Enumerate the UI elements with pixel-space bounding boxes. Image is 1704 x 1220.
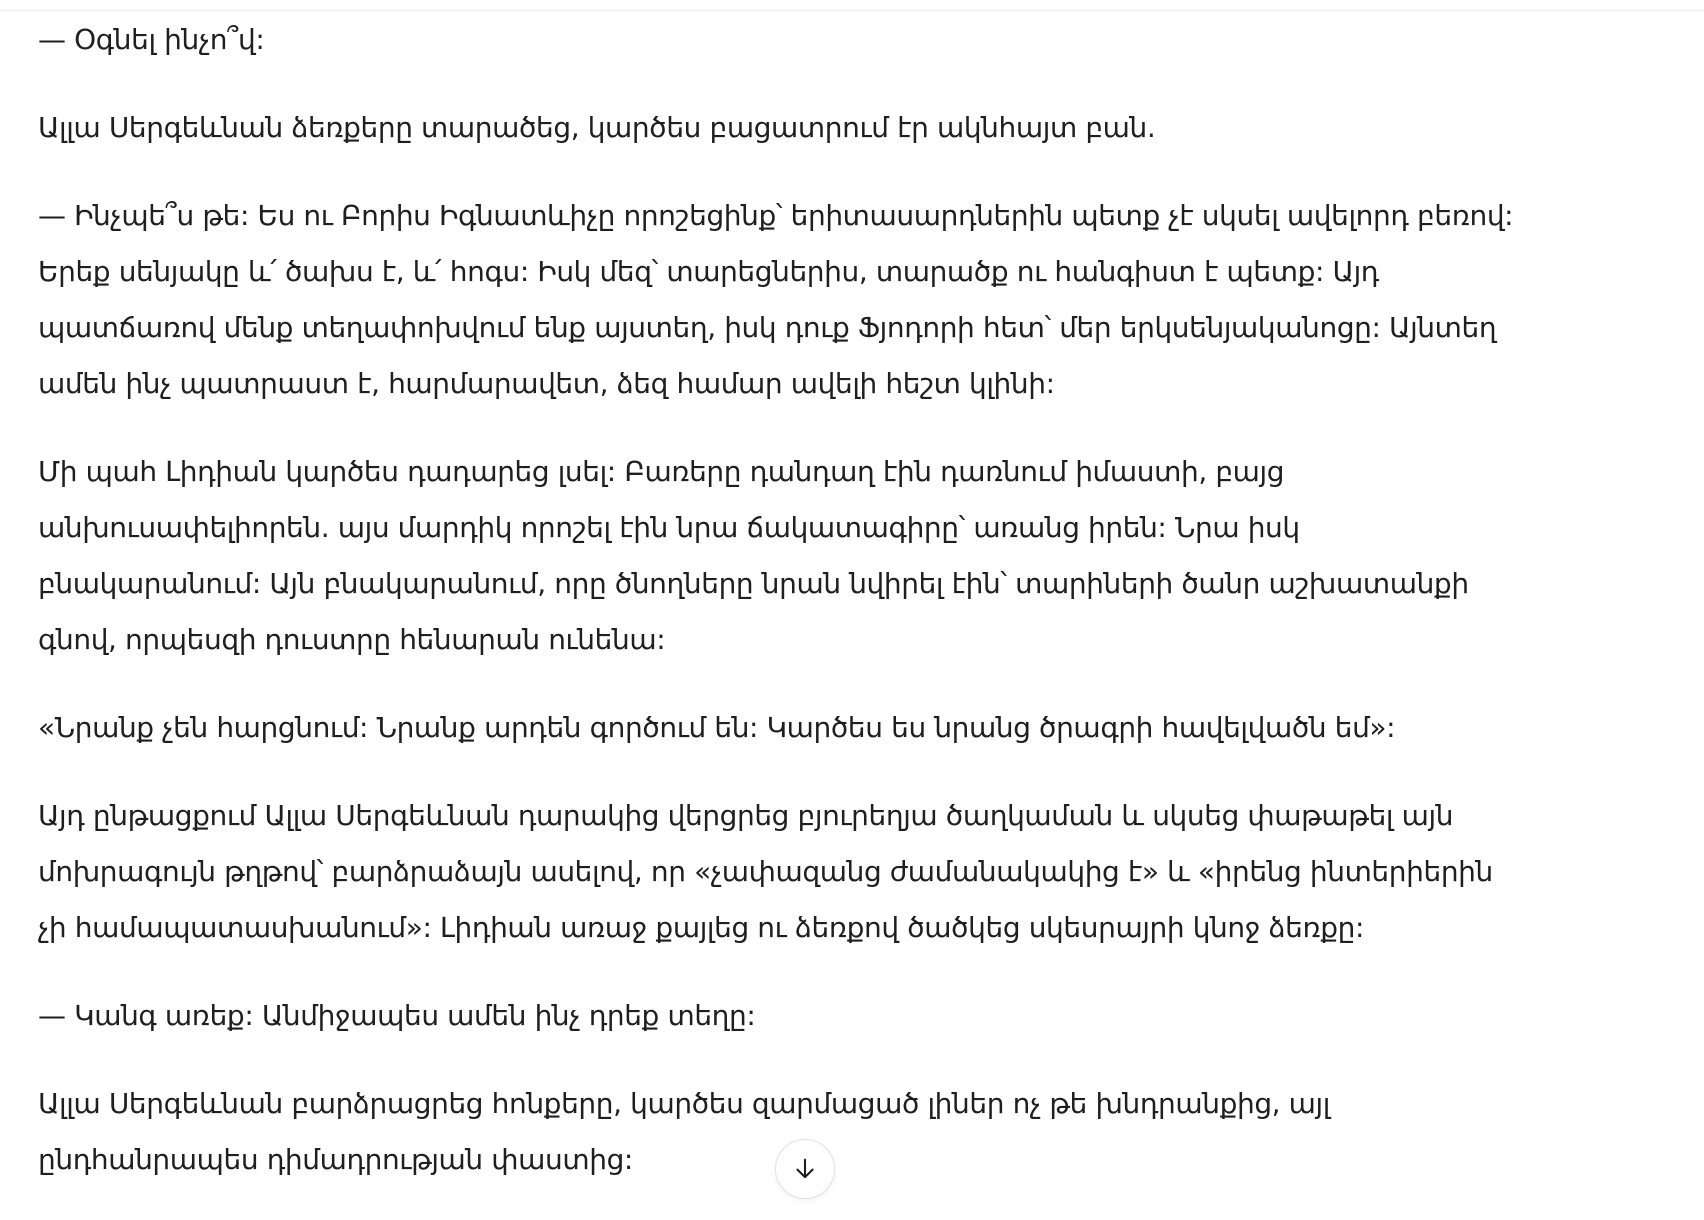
text-line: — Կանգ առեք: Անմիջապես ամեն ինչ դրեք տեղը: — [38, 999, 756, 1032]
text-line: չի համապատասխանում»: Լիդիան առաջ քայլեց ու ձեռքով ծածկեց սկեսրայրի կնոջ ձեռքը: — [38, 911, 1365, 944]
text-line: անխուսափելիորեն. այս մարդիկ որոշել էին նրա ճակատագիրը՝ առանց իրեն: Նրա իսկ — [38, 511, 1300, 544]
paragraph — [38, 188, 1598, 412]
text-line: բնակարանում: Այն բնակարանում, որը ծնողները նրան նվիրել էին՝ տարիների ծանր աշխատանքի — [38, 567, 1469, 600]
top-divider — [0, 10, 1704, 11]
paragraph — [38, 788, 1598, 956]
text-line: Այդ ընթացքում Ալլա Սերգեևնան դարակից վերցրեց բյուրեղյա ծաղկաման և սկսեց փաթաթել այն — [38, 799, 1454, 832]
text-line: Ալլա Սերգեևնան ձեռքերը տարածեց, կարծես բացատրում էր ակնհայտ բան. — [38, 111, 1156, 144]
text-line: գնով, որպեսզի դուստրը հենարան ունենա: — [38, 623, 666, 656]
paragraph — [38, 100, 1598, 156]
paragraph — [38, 444, 1598, 668]
paragraph — [38, 12, 1598, 68]
text-line: ընդհանրապես դիմադրության փաստից: — [38, 1143, 633, 1176]
text-line: պատճառով մենք տեղափոխվում ենք այստեղ, իսկ դուք Ֆյոդորի հետ՝ մեր երկսենյականոցը: Այնտեղ — [38, 311, 1497, 344]
text-line: Երեք սենյակը և՛ ծախս է, և՛ հոգս: Իսկ մեզ՝ տարեցներիս, տարածք ու հանգիստ է պետք: Այդ — [38, 255, 1379, 288]
arrow-down-icon — [791, 1155, 819, 1183]
text-line: «Նրանք չեն հարցնում: Նրանք արդեն գործում են: Կարծես ես նրանց ծրագրի հավելվածն եմ»: — [38, 711, 1396, 744]
text-line: մոխրագույն թղթով՝ բարձրաձայն ասելով, որ «չափազանց ժամանակակից է» և «իրենց ինտերիերին — [38, 855, 1493, 888]
text-line: ամեն ինչ պատրաստ է, հարմարավետ, ձեզ համար ավելի հեշտ կլինի: — [38, 367, 1055, 400]
message-content — [38, 12, 1598, 1220]
paragraph — [38, 700, 1598, 756]
text-line: — Օգնել ինչո՞վ: — [38, 23, 265, 56]
text-line: Մի պահ Լիդիան կարծես դադարեց լսել: Բառերը դանդաղ էին դառնում իմաստի, բայց — [38, 455, 1285, 488]
scroll-to-bottom-button[interactable] — [775, 1139, 835, 1199]
text-line: Ալլա Սերգեևնան բարձրացրեց հոնքերը, կարծես զարմացած լիներ ոչ թե խնդրանքից, այլ — [38, 1087, 1330, 1120]
paragraph — [38, 988, 1598, 1044]
text-line: — Ինչպե՞ս թե: Ես ու Բորիս Իգնատևիչը որոշեցինք՝ երիտասարդներին պետք չէ սկսել ավելորդ բեռով: — [38, 199, 1514, 232]
